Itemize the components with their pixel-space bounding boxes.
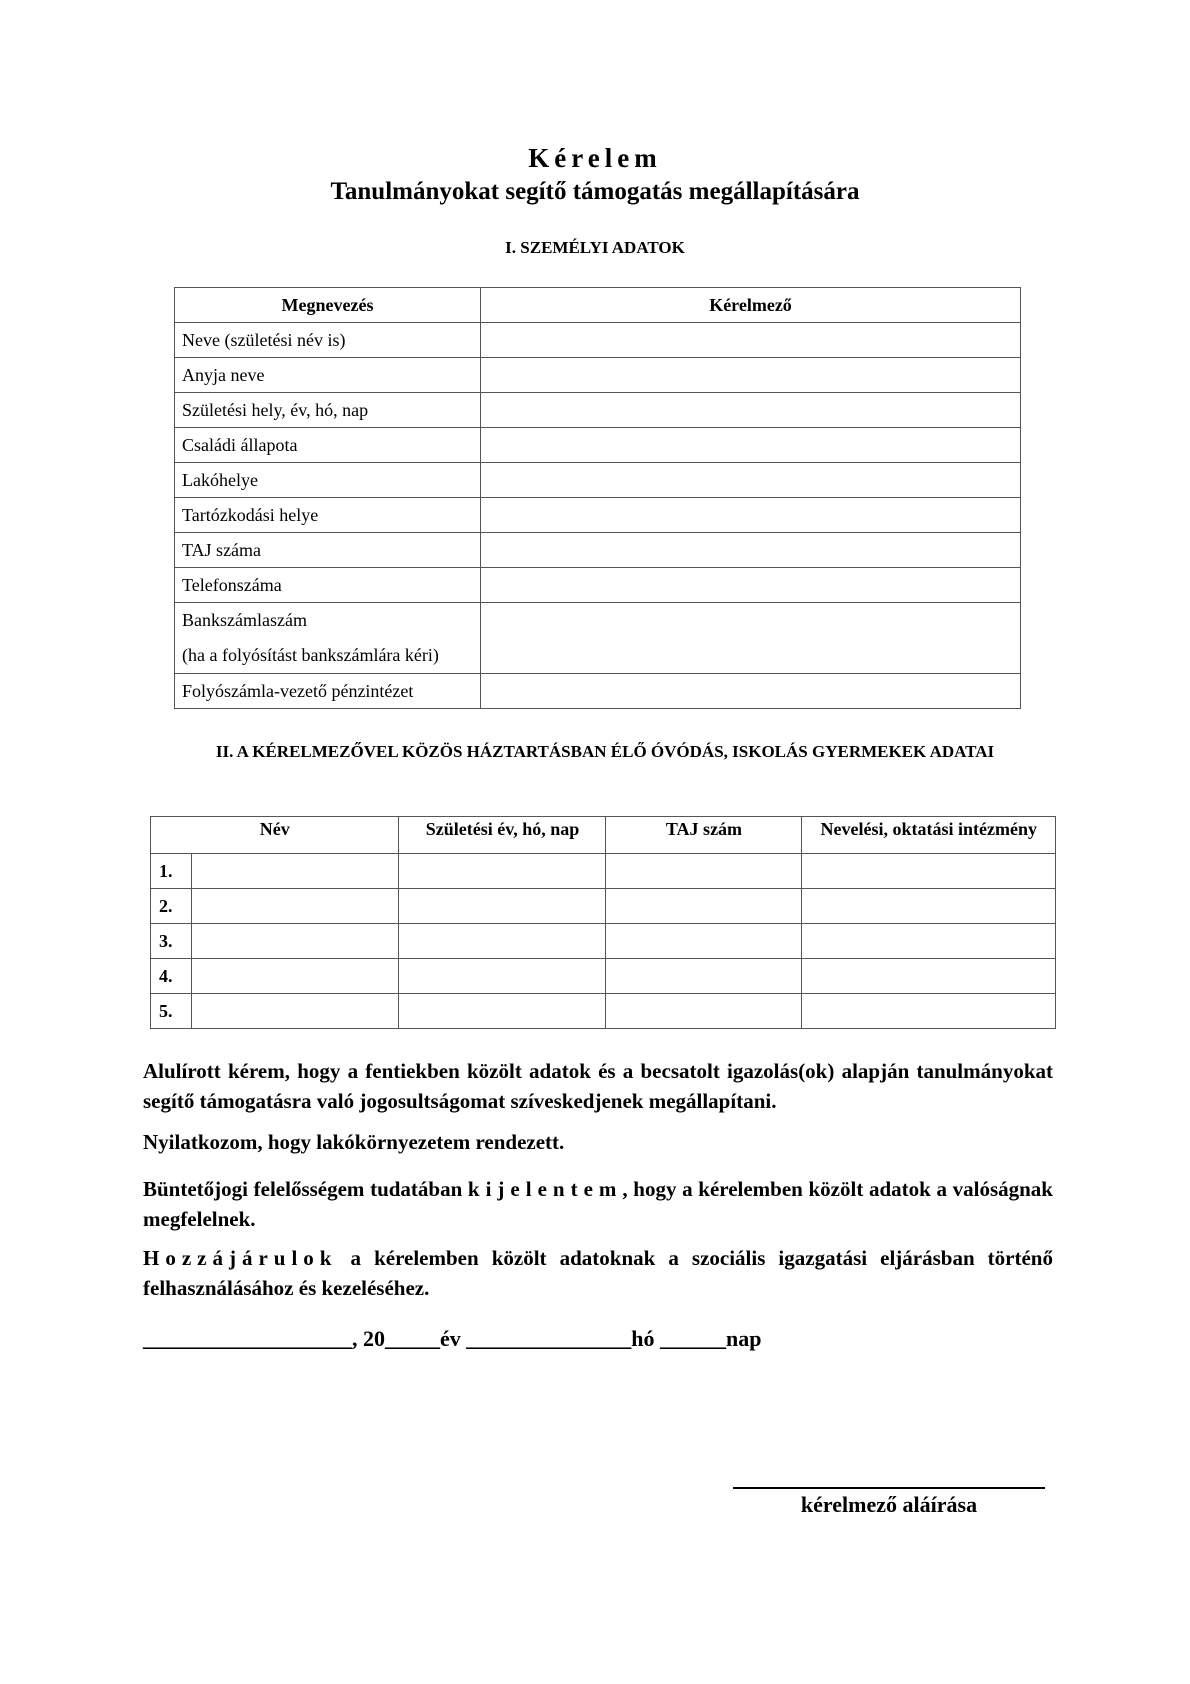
place-blank[interactable]: ___________________ <box>143 1326 352 1351</box>
taj-field[interactable] <box>606 889 802 924</box>
birth-field[interactable] <box>399 959 606 994</box>
name-field[interactable] <box>192 924 399 959</box>
birth-field[interactable] <box>399 854 606 889</box>
institution-field[interactable] <box>802 854 1056 889</box>
taj-field[interactable] <box>606 959 802 994</box>
taj-field[interactable] <box>606 854 802 889</box>
column-header: Kérelmező <box>481 288 1021 323</box>
document-title: Kérelem <box>528 143 662 173</box>
value-field[interactable] <box>481 323 1021 358</box>
row-label: TAJ száma <box>175 533 481 568</box>
table-row <box>175 568 1021 603</box>
row-label <box>175 603 481 674</box>
row-number: 3. <box>151 924 192 959</box>
year-prefix: , 20 <box>352 1326 385 1351</box>
truthfulness-declaration <box>143 1174 1053 1234</box>
row-label: Neve (születési név is) <box>175 323 481 358</box>
value-field[interactable] <box>481 533 1021 568</box>
table-header-row <box>151 817 1056 854</box>
consent-emphasis: Hozzájárulok <box>143 1246 338 1270</box>
table-row <box>151 994 1056 1029</box>
personal-data-table <box>174 287 1021 709</box>
value-field[interactable] <box>481 498 1021 533</box>
year-label: év <box>440 1326 467 1351</box>
month-blank[interactable]: _______________ <box>466 1326 632 1351</box>
column-header: TAJ szám <box>606 817 802 854</box>
row-label: Tartózkodási helye <box>175 498 481 533</box>
value-field[interactable] <box>481 568 1021 603</box>
taj-field[interactable] <box>606 924 802 959</box>
day-label: nap <box>726 1326 762 1351</box>
children-data-table <box>150 816 1056 1029</box>
consent-text: a kérelemben közölt adatoknak a szociális igazgatási eljárásban történő felhasználásához és kezeléséhez. <box>143 1246 1053 1300</box>
row-label-line1: Bankszámlaszám <box>182 610 307 630</box>
name-field[interactable] <box>192 889 399 924</box>
table-row <box>175 533 1021 568</box>
value-field[interactable] <box>481 603 1021 674</box>
institution-field[interactable] <box>802 994 1056 1029</box>
table-row <box>151 959 1056 994</box>
day-blank[interactable]: ______ <box>660 1326 727 1351</box>
row-label: Folyószámla-vezető pénzintézet <box>175 674 481 709</box>
request-statement: Alulírott kérem, hogy a fentiekben közölt adatok és a becsatolt igazolás(ok) alapján tanulmányokat segítő támogatásra való jogosultságomat szíveskedjenek megállapítani. <box>143 1059 1053 1113</box>
table-row <box>175 463 1021 498</box>
section1-heading: I. SZEMÉLYI ADATOK <box>505 238 685 257</box>
taj-field[interactable] <box>606 994 802 1029</box>
column-header: Nevelési, oktatási intézmény <box>802 817 1056 854</box>
declaration-text-start: Büntetőjogi felelősségem tudatában <box>143 1177 468 1201</box>
signature-line[interactable] <box>733 1487 1045 1489</box>
value-field[interactable] <box>481 428 1021 463</box>
value-field[interactable] <box>481 393 1021 428</box>
row-label: Családi állapota <box>175 428 481 463</box>
living-environment-statement: Nyilatkozom, hogy lakókörnyezetem rendezett. <box>143 1130 565 1154</box>
column-header: Név <box>151 817 399 854</box>
date-place-line <box>143 1326 762 1352</box>
institution-field[interactable] <box>802 889 1056 924</box>
declaration-emphasis: kijelentem <box>467 1177 623 1201</box>
section2-heading: II. A KÉRELMEZŐVEL KÖZÖS HÁZTARTÁSBAN ÉLŐ ÓVÓDÁS, ISKOLÁS GYERMEKEK ADATAI <box>215 742 995 761</box>
name-field[interactable] <box>192 854 399 889</box>
table-row <box>151 854 1056 889</box>
birth-field[interactable] <box>399 924 606 959</box>
month-label: hó <box>631 1326 661 1351</box>
name-field[interactable] <box>192 959 399 994</box>
row-label: Lakóhelye <box>175 463 481 498</box>
table-row <box>175 323 1021 358</box>
signature-label: kérelmező aláírása <box>800 1492 978 1517</box>
document-subtitle: Tanulmányokat segítő támogatás megállapítására <box>330 178 860 205</box>
row-label-line2: (ha a folyósítást bankszámlára kéri) <box>182 645 439 665</box>
year-blank[interactable]: _____ <box>385 1326 440 1351</box>
institution-field[interactable] <box>802 924 1056 959</box>
table-row <box>175 393 1021 428</box>
table-row <box>151 889 1056 924</box>
table-row <box>175 674 1021 709</box>
column-header: Születési év, hó, nap <box>399 817 606 854</box>
table-row <box>151 924 1056 959</box>
table-row <box>175 603 1021 674</box>
row-number: 5. <box>151 994 192 1029</box>
name-field[interactable] <box>192 994 399 1029</box>
row-number: 1. <box>151 854 192 889</box>
consent-statement <box>143 1243 1053 1303</box>
declaration-text-end: , hogy a kérelemben közölt adatok a valóságnak megfelelnek. <box>143 1177 1053 1231</box>
row-label: Anyja neve <box>175 358 481 393</box>
column-header: Megnevezés <box>175 288 481 323</box>
institution-field[interactable] <box>802 959 1056 994</box>
row-number: 2. <box>151 889 192 924</box>
value-field[interactable] <box>481 674 1021 709</box>
birth-field[interactable] <box>399 994 606 1029</box>
value-field[interactable] <box>481 358 1021 393</box>
table-row <box>175 358 1021 393</box>
row-label: Születési hely, év, hó, nap <box>175 393 481 428</box>
row-number: 4. <box>151 959 192 994</box>
value-field[interactable] <box>481 463 1021 498</box>
table-row <box>175 498 1021 533</box>
table-header-row <box>175 288 1021 323</box>
birth-field[interactable] <box>399 889 606 924</box>
table-row <box>175 428 1021 463</box>
row-label: Telefonszáma <box>175 568 481 603</box>
